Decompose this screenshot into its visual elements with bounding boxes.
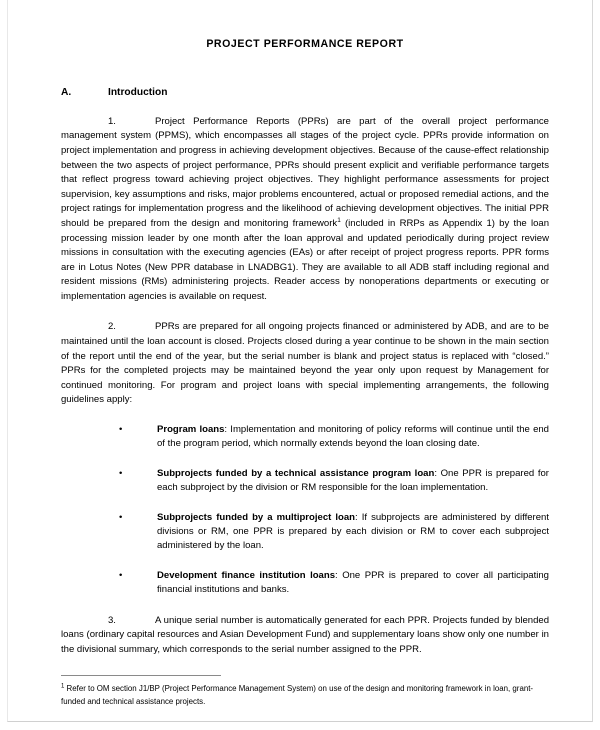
paragraph-number: 3. [108, 614, 116, 626]
page-title: PROJECT PERFORMANCE REPORT [206, 38, 404, 50]
bullet-dot-icon: • [119, 467, 123, 479]
list-item-lead: Subprojects funded by a multiproject loan [157, 511, 355, 523]
bullet-dot-icon: • [119, 511, 123, 523]
list-item [61, 467, 549, 496]
list-item-separator: : [224, 424, 228, 436]
paragraph-1 [61, 115, 549, 305]
list-item-lead: Subprojects funded by a technical assistance program loan [157, 467, 435, 479]
footnote-reference-marker[interactable]: 1 [337, 216, 341, 224]
list-item [61, 569, 549, 598]
bullet-dot-icon: • [119, 569, 123, 581]
paragraph-2 [61, 320, 549, 408]
list-item-lead: Program loans [157, 424, 225, 436]
paragraph-3 [61, 614, 549, 658]
paragraph-number: 1. [108, 115, 116, 127]
section-letter: A. [61, 86, 72, 98]
document-page [7, 0, 593, 722]
footnote-body: Refer to OM section J1/BP (Project Performance Management System) on use of the design and monitoring framework in loan, grant-funded and technical assistance projects. [61, 684, 534, 706]
paragraph-1-text-part-2: (included in RRPs as Appendix 1) by the loan processing mission leader by one month after the loan approval and updated periodically during project review missions in consultation with the executing agencies (EAs) or after receipt of project progress reports. PPR forms are in Lotus Notes (New PPR database in LNADBG1). They are available to all ADB staff including regional and resident missions (RMs) administering projects. Reader access by nonoperations departments or executing or implementation agencies is available on request. [61, 217, 550, 302]
list-item-text: One PPR is prepared to cover all participating financial institutions and banks. [157, 569, 549, 596]
list-item-text: Implementation and monitoring of policy reforms will continue until the end of the program period, which normally extends beyond the loan closing date. [157, 424, 549, 450]
list-item-text: If subprojects are administered by different divisions or RM, one PPR is prepared by each division or RM to cover each subproject administered by the loan. [157, 511, 549, 552]
list-item-lead: Development finance institution loans [157, 569, 336, 581]
section-heading [61, 87, 549, 98]
section-name: Introduction [108, 86, 168, 98]
guidelines-bullet-list [61, 423, 549, 598]
paragraph-number: 2. [108, 321, 116, 333]
list-item-text: One PPR is prepared for each subproject by the division or RM responsible for the loan implementation. [157, 467, 549, 494]
bullet-dot-icon: • [119, 424, 123, 436]
footnote-section [61, 675, 549, 707]
footnote-text [61, 683, 549, 707]
paragraph-2-text: PPRs are prepared for all ongoing projects financed or administered by ADB, and are to be maintained until the loan account is closed. Projects closed during a year continue to be shown in the main section of the report until the end of the year, but the serial number is blank and project status is replaced with “closed.” PPRs for the completed projects may be maintained beyond the year only upon request by Management for continued monitoring. For program and project loans with special implementing arrangements, the following guidelines apply: [61, 321, 549, 406]
paragraph-3-text: A unique serial number is automatically generated for each PPR. Projects funded by blended loans (ordinary capital resources and Asian Development Fund) and supplementary loans show only one number in the divisional summary, which corresponds to the serial number assigned to the PPR. [61, 614, 549, 655]
footnote-number: 1 [61, 683, 65, 690]
list-item-separator: : [355, 511, 358, 523]
list-item [61, 423, 549, 452]
footnote-separator-rule [61, 675, 221, 676]
list-item-separator: : [335, 569, 338, 581]
page-content-area [61, 0, 549, 708]
list-item-separator: : [434, 467, 437, 479]
list-item [61, 511, 549, 554]
paragraph-1-text-part-1: Project Performance Reports (PPRs) are part of the overall project performance management system (PPMS), which encompasses all stages of the project cycle. PPRs provide information on project implementation and progress in achieving development objectives. Because of the cause-effect relationship between the two aspects of project performance, PPRs should present explicit and verifiable performance targets that reflect progress toward achieving project objectives. They highlight performance assessments for project supervision, key assumptions and risks, major problems encountered, actual or proposed remedial actions, and the project ratings for implementation progress and the likelihood of achieving development objectives. The initial PPR should be prepared from the design and monitoring framework [61, 115, 549, 229]
